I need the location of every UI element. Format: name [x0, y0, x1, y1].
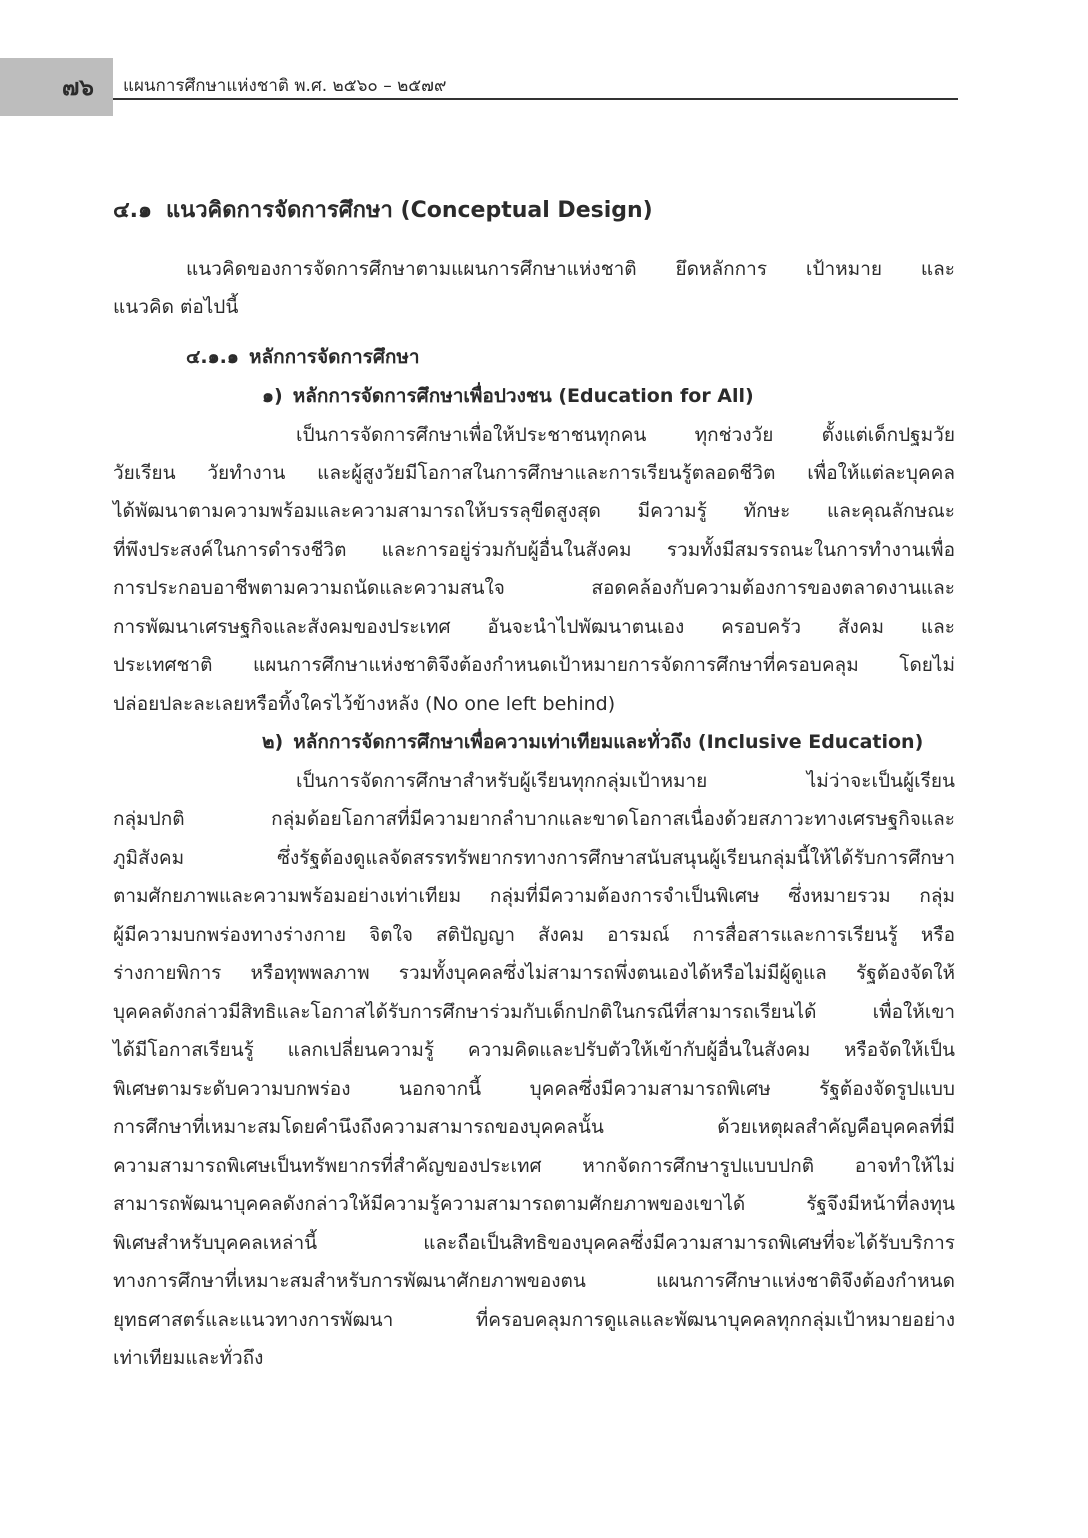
subsection-number: ๔.๑.๑: [186, 346, 239, 368]
item-1-paragraph-line: วัยเรียน วัยทำงาน และผู้สูงวัยมีโอกาสในการศึกษาและการเรียนรู้ตลอดชีวิต เพื่อให้แต่ละบุคคล: [113, 462, 955, 484]
item-1-paragraph-line: การพัฒนาเศรษฐกิจและสังคมของประเทศ อันจะนำไปพัฒนาตนเอง ครอบครัว สังคม และ: [113, 616, 955, 638]
item-2-title: หลักการจัดการศึกษาเพื่อความเท่าเทียมและทั่วถึง (Inclusive Education): [293, 731, 924, 753]
item-1-paragraph-line: เป็นการจัดการศึกษาเพื่อให้ประชาชนทุกคน ทุกช่วงวัย ตั้งแต่เด็กปฐมวัย: [296, 424, 955, 446]
item-1-paragraph-line: ปล่อยปละละเลยหรือทิ้งใครไว้ข้างหลัง (No one left behind): [113, 693, 616, 715]
item-1-paragraph-line: ประเทศชาติ แผนการศึกษาแห่งชาติจึงต้องกำหนดเป้าหมายการจัดการศึกษาที่ครอบคลุม โดยไม่: [113, 654, 955, 676]
item-2-paragraph-line: บุคคลดังกล่าวมีสิทธิและโอกาสได้รับการศึกษาร่วมกับเด็กปกติในกรณีที่สามารถเรียนได้ เพื่อให้เขา: [113, 1001, 955, 1023]
item-2-paragraph-line: กลุ่มปกติ กลุ่มด้อยโอกาสที่มีความยากลำบากและขาดโอกาสเนื่องด้วยสภาวะทางเศรษฐกิจและ: [113, 808, 955, 830]
subsection-title: หลักการจัดการศึกษา: [248, 346, 420, 368]
item-2-heading: [262, 723, 923, 761]
intro-line: แนวคิด ต่อไปนี้: [113, 296, 239, 318]
item-1-paragraph-line: ได้พัฒนาตามความพร้อมและความสามารถให้บรรลุขีดสูงสุด มีความรู้ ทักษะ และคุณลักษณะ: [113, 500, 955, 522]
item-2-paragraph-line: ตามศักยภาพและความพร้อมอย่างเท่าเทียม กลุ่มที่มีความต้องการจำเป็นพิเศษ ซึ่งหมายรวม กลุ่ม: [113, 885, 955, 907]
item-2-paragraph-line: การศึกษาที่เหมาะสมโดยคำนึงถึงความสามารถของบุคคลนั้น ด้วยเหตุผลสำคัญคือบุคคลที่มี: [113, 1116, 955, 1138]
item-2-paragraph-line: ร่างกายพิการ หรือทุพพลภาพ รวมทั้งบุคคลซึ่งไม่สามารถพึ่งตนเองได้หรือไม่มีผู้ดูแล รัฐต้องจัดให้: [113, 962, 955, 984]
item-2-paragraph-line: ยุทธศาสตร์และแนวทางการพัฒนา ที่ครอบคลุมการดูแลและพัฒนาบุคคลทุกกลุ่มเป้าหมายอย่าง: [113, 1309, 955, 1331]
item-2-paragraph-line: ความสามารถพิเศษเป็นทรัพยากรที่สำคัญของประเทศ หากจัดการศึกษารูปแบบปกติ อาจทำให้ไม่: [113, 1155, 955, 1177]
item-1-title: หลักการจัดการศึกษาเพื่อปวงชน (Education for All): [292, 385, 754, 407]
subsection-heading: [186, 338, 420, 376]
item-2-paragraph-line: ได้มีโอกาสเรียนรู้ แลกเปลี่ยนความรู้ ความคิดและปรับตัวให้เข้ากับผู้อื่นในสังคม หรือจัดให้เป็น: [113, 1039, 955, 1061]
item-2-paragraph-line: ผู้มีความบกพร่องทางร่างกาย จิตใจ สติปัญญา สังคม อารมณ์ การสื่อสารและการเรียนรู้ หรือ: [113, 924, 955, 946]
item-1-heading: [262, 377, 754, 415]
section-title: แนวคิดการจัดการศึกษา (Conceptual Design): [165, 198, 653, 223]
page-number-tab: [0, 58, 113, 116]
item-1-number: ๑): [262, 385, 283, 407]
item-2-paragraph-line: สามารถพัฒนาบุคคลดังกล่าวให้มีความรู้ความสามารถตามศักยภาพของเขาได้ รัฐจึงมีหน้าที่ลงทุน: [113, 1193, 955, 1215]
item-2-paragraph-line: เท่าเทียมและทั่วถึง: [113, 1347, 264, 1369]
section-heading: [113, 192, 653, 227]
running-header-title: แผนการศึกษาแห่งชาติ พ.ศ. ๒๕๖๐ – ๒๕๗๙: [123, 76, 447, 96]
item-2-number: ๒): [262, 731, 284, 753]
section-number: ๔.๑: [113, 198, 152, 223]
item-2-paragraph-line: เป็นการจัดการศึกษาสำหรับผู้เรียนทุกกลุ่มเป้าหมาย ไม่ว่าจะเป็นผู้เรียน: [296, 770, 955, 792]
item-1-paragraph-line: ที่พึงประสงค์ในการดำรงชีวิต และการอยู่ร่วมกับผู้อื่นในสังคม รวมทั้งมีสมรรถนะในการทำงานเพื่อ: [113, 539, 955, 561]
item-2-paragraph-line: พิเศษตามระดับความบกพร่อง นอกจากนี้ บุคคลซึ่งมีความสามารถพิเศษ รัฐต้องจัดรูปแบบ: [113, 1078, 955, 1100]
item-2-paragraph-line: พิเศษสำหรับบุคคลเหล่านี้ และถือเป็นสิทธิของบุคคลซึ่งมีความสามารถพิเศษที่จะได้รับบริการ: [113, 1232, 955, 1254]
item-1-paragraph-line: การประกอบอาชีพตามความถนัดและความสนใจ สอดคล้องกับความต้องการของตลาดงานและ: [113, 577, 955, 599]
header-divider: [113, 98, 958, 100]
item-2-paragraph-line: ทางการศึกษาที่เหมาะสมสำหรับการพัฒนาศักยภาพของตน แผนการศึกษาแห่งชาติจึงต้องกำหนด: [113, 1270, 955, 1292]
intro-line: แนวคิดของการจัดการศึกษาตามแผนการศึกษาแห่งชาติ ยึดหลักการ เป้าหมาย และ: [186, 258, 955, 280]
item-2-paragraph-line: ภูมิสังคม ซึ่งรัฐต้องดูแลจัดสรรทรัพยากรทางการศึกษาสนับสนุนผู้เรียนกลุ่มนี้ให้ได้รับการศึกษา: [113, 847, 955, 869]
page-number: ๗๖: [62, 75, 94, 101]
